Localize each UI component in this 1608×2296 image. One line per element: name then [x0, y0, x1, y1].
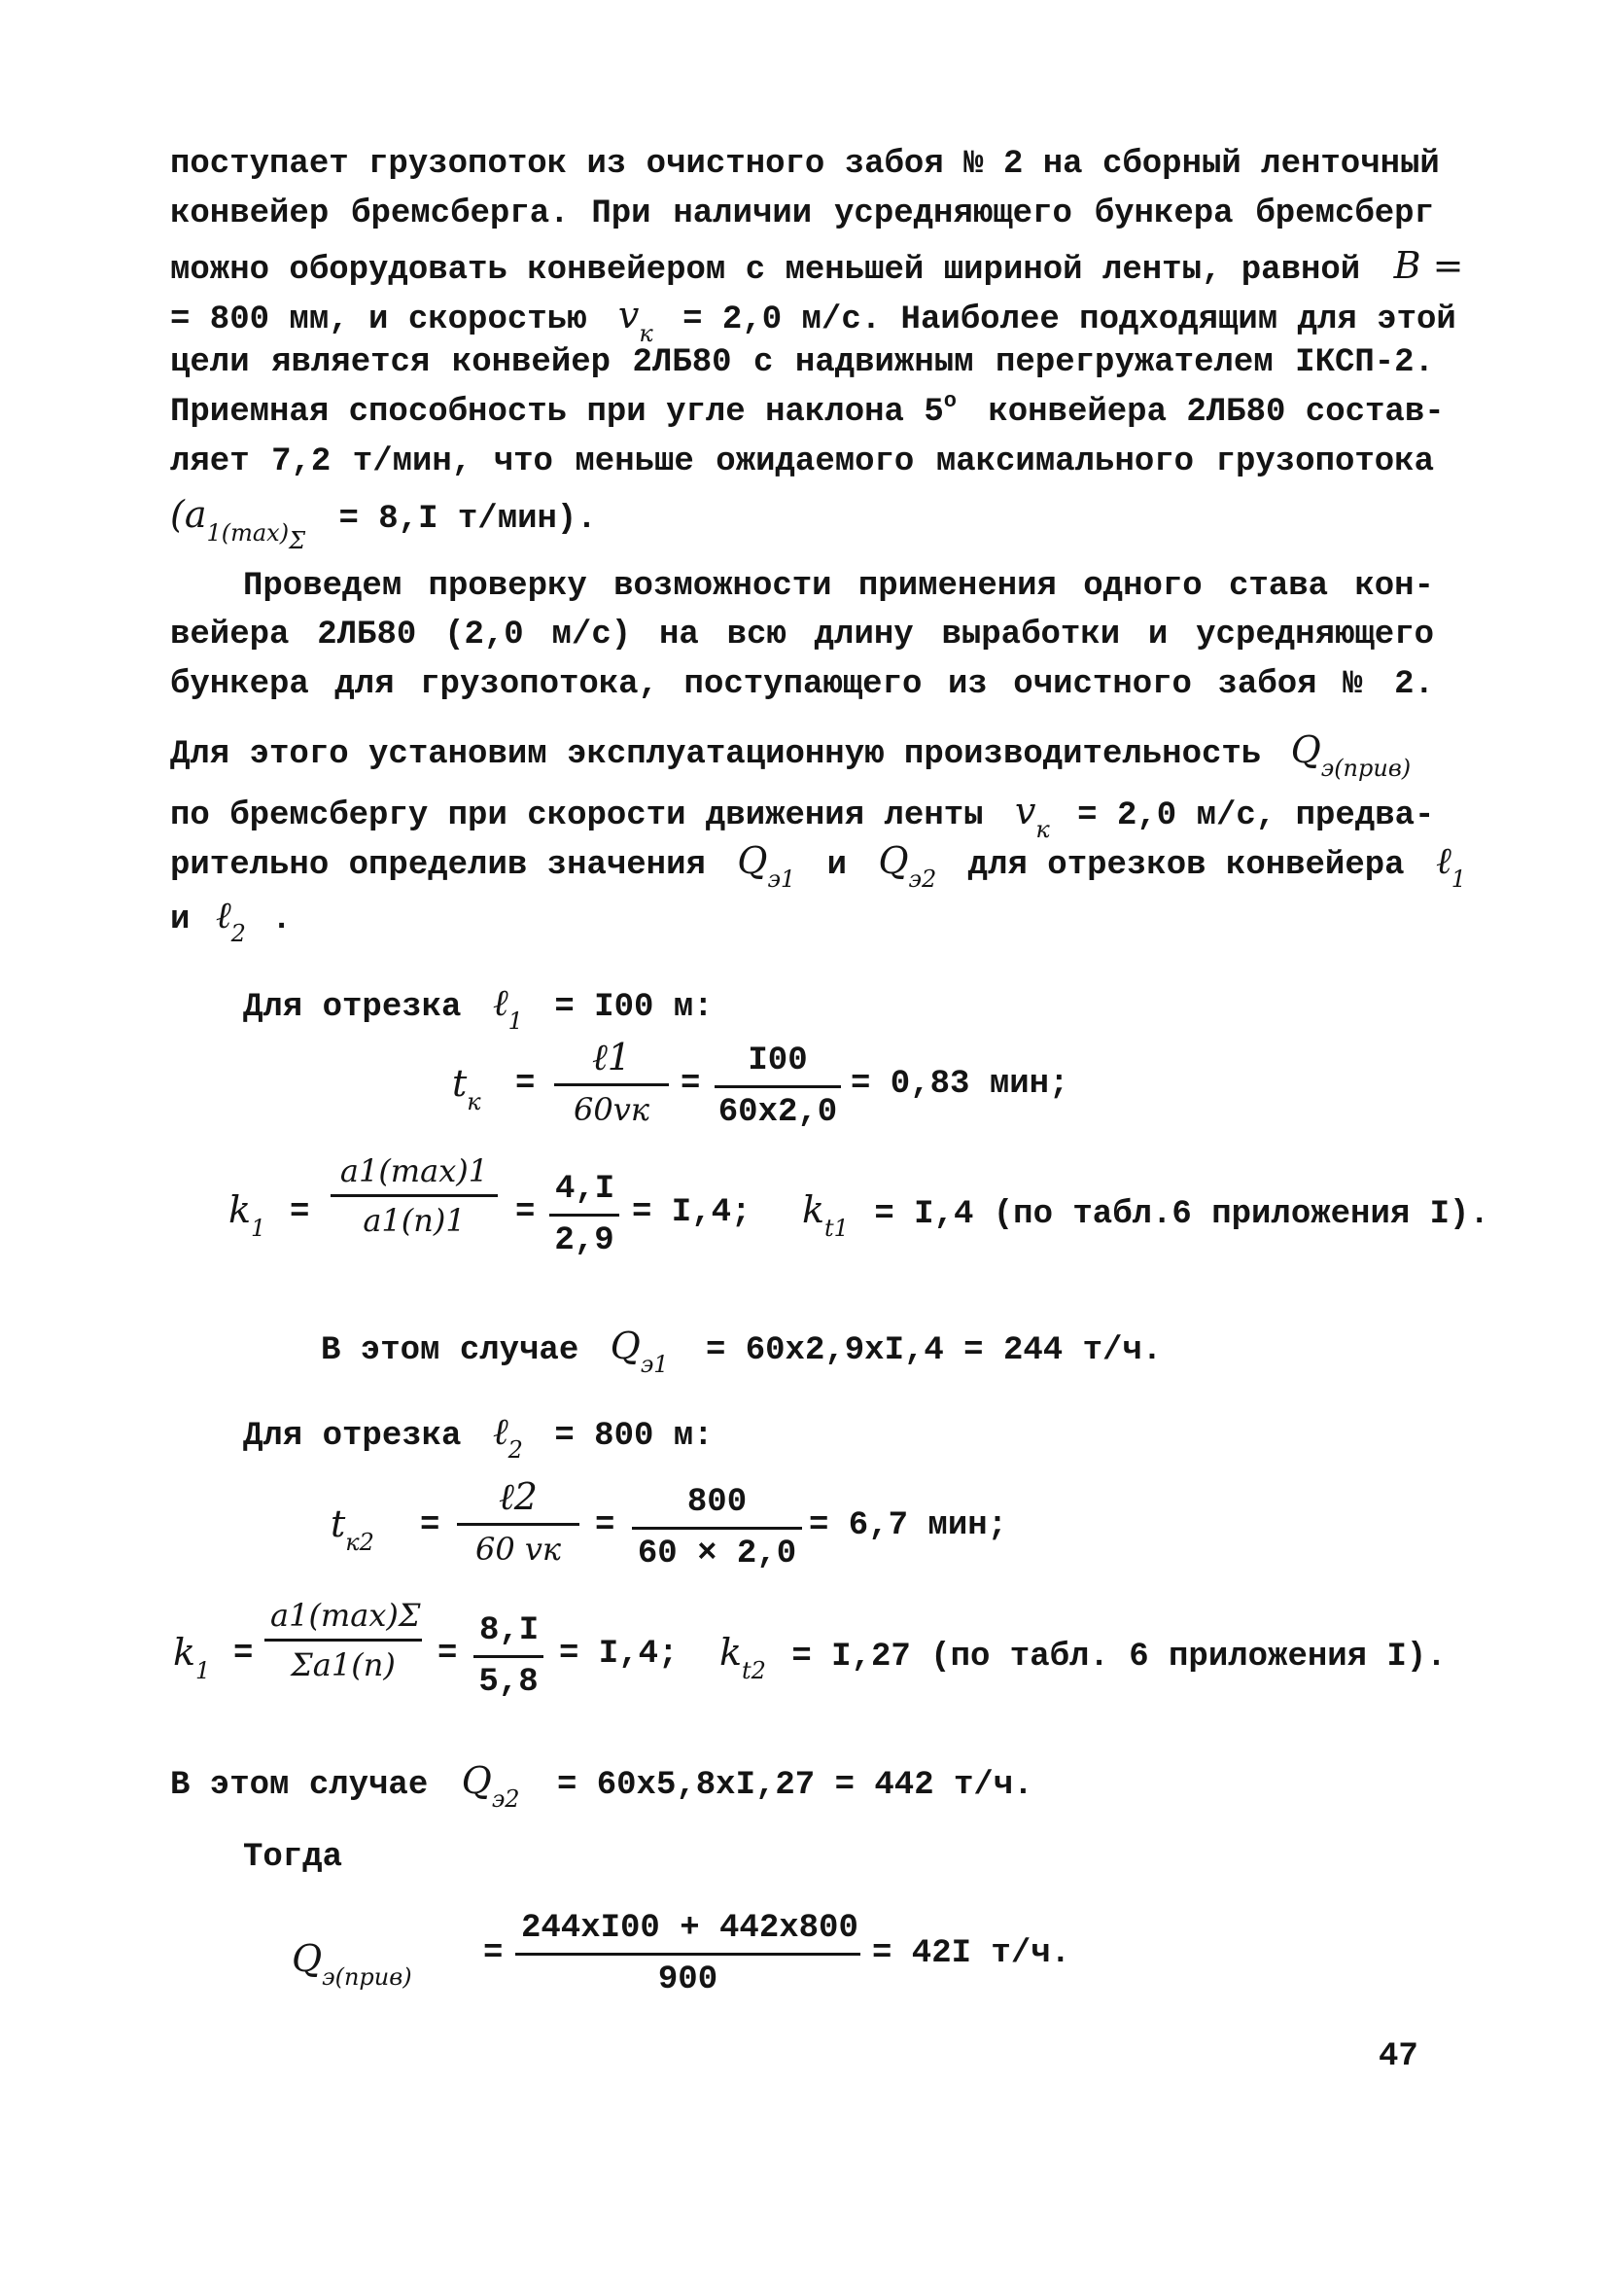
- seg1-heading: [243, 981, 714, 1035]
- symbol-a-max-sub: 1(max): [206, 519, 290, 547]
- seg1-case-text: В этом случае: [321, 1332, 579, 1369]
- seg1-kt-sub: t1: [824, 1215, 849, 1242]
- seg1-t-fraction-2: [715, 1044, 841, 1129]
- p2-line-7-and: и: [170, 901, 191, 938]
- conclusion-fraction: [515, 1912, 860, 1996]
- seg2-k-f2-num: 8,I: [473, 1614, 543, 1658]
- p2-line-6-text-b: для отрезков конвейера: [967, 847, 1405, 884]
- p2-line-6: [170, 839, 1467, 893]
- seg2-heading-sub: 2: [507, 1436, 523, 1464]
- seg1-k-result: = I,4;: [632, 1194, 752, 1231]
- seg1-k-fraction-1: [331, 1152, 498, 1239]
- seg1-t-f1-den: 60vк: [574, 1091, 649, 1128]
- seg2-kt-sub: t2: [742, 1657, 766, 1684]
- seg1-t-f2-den: 60х2,0: [717, 1094, 838, 1131]
- p2-line-4: [170, 728, 1412, 782]
- seg2-kt: [719, 1631, 1447, 1684]
- p2-line-5-text-a: по бремсбергу при скорости движения ленты: [170, 797, 984, 834]
- seg2-t-f1-den: 60 vк: [474, 1531, 562, 1568]
- seg2-t-f2-den: 60 × 2,0: [637, 1536, 797, 1572]
- seg1-heading-value: = I00 м:: [554, 989, 714, 1026]
- symbol-l2: ℓ: [215, 894, 231, 936]
- seg2-heading-text: Для отрезка: [243, 1418, 462, 1455]
- seg2-case: [170, 1759, 1033, 1813]
- p1-line-4-text-a: = 800 мм, и скоростью: [170, 301, 587, 338]
- seg1-k-f1-num: a1(max)1: [331, 1155, 498, 1197]
- seg2-t-eq: =: [420, 1507, 440, 1544]
- conclusion-denominator: 900: [657, 1961, 718, 1998]
- page-number: 47: [1379, 2038, 1418, 2075]
- p2-line-6-and: и: [826, 847, 847, 884]
- seg2-case-value: = 60х5,8хI,27 = 442 т/ч.: [556, 1767, 1033, 1804]
- seg1-case-sub: э1: [640, 1351, 669, 1378]
- seg1-t-lhs: [452, 1062, 481, 1115]
- p1-line-3: [170, 244, 1464, 289]
- seg2-k-f1-num: a1(max)Σ: [264, 1600, 422, 1642]
- p1-line-4: [170, 294, 1456, 347]
- conclusion-result: = 42I т/ч.: [872, 1935, 1071, 1972]
- p1-line-8: [170, 493, 597, 554]
- seg1-t-sub: к: [467, 1088, 481, 1115]
- seg2-kt-symbol: k: [719, 1631, 743, 1674]
- symbol-a-max-sub2: Σ: [289, 527, 306, 554]
- p2-line-4-text: Для этого установим эксплуатационную производительность: [170, 736, 1262, 773]
- seg1-case-value: = 60х2,9хI,4 = 244 т/ч.: [705, 1332, 1163, 1369]
- seg1-t-result: = 0,83 мин;: [851, 1066, 1069, 1103]
- seg2-t-lhs: [331, 1502, 374, 1556]
- symbol-l2-sub: 2: [230, 920, 246, 947]
- seg2-t-result: = 6,7 мин;: [809, 1507, 1008, 1544]
- seg1-t-fraction-1: [554, 1036, 669, 1128]
- seg2-t-fraction-2: [632, 1486, 802, 1571]
- symbol-q-priv: Q: [1290, 728, 1321, 771]
- seg1-k-f1-den: a1(n)1: [363, 1202, 466, 1239]
- seg1-k-f2-num: 4,I: [549, 1173, 619, 1217]
- seg2-t-f2-num: 800: [632, 1486, 802, 1530]
- seg2-case-symbol: Q: [461, 1759, 492, 1802]
- seg2-k-lhs: [173, 1631, 211, 1684]
- p1-line-6: [170, 389, 1445, 431]
- p1-line-7: ляет 7,2 т/мин, что меньше ожидаемого максимального грузопотока: [170, 443, 1434, 480]
- seg2-k-eq: =: [233, 1636, 254, 1673]
- symbol-v-sub: к: [1035, 816, 1050, 843]
- seg2-k-f1-den: Σa1(n): [291, 1646, 396, 1683]
- seg1-t-symbol: t: [452, 1062, 468, 1105]
- seg1-heading-text: Для отрезка: [243, 989, 462, 1026]
- seg2-k-result: = I,4;: [559, 1636, 679, 1673]
- seg2-k-symbol: k: [173, 1631, 196, 1674]
- p2-line-2: вейера 2ЛБ80 (2,0 м/с) на всю длину выработки и усредняющего: [170, 617, 1434, 653]
- seg1-k-symbol: k: [228, 1188, 252, 1231]
- seg1-t-eq2: =: [681, 1066, 701, 1103]
- conclusion-numerator: 244хI00 + 442х800: [515, 1912, 860, 1956]
- symbol-q1: Q: [737, 839, 768, 882]
- p1-line-4-text-b: = 2,0 м/с. Наиболее подходящим для этой: [682, 301, 1456, 338]
- conclusion-lhs: [292, 1937, 412, 1991]
- seg2-heading-value: = 800 м:: [554, 1418, 714, 1455]
- seg2-kt-value: = I,27 (по табл. 6 приложения I).: [791, 1639, 1447, 1676]
- seg1-k-f2-den: 2,9: [554, 1222, 614, 1259]
- seg1-k-eq: =: [290, 1194, 310, 1231]
- seg1-t-f2-num: I00: [715, 1044, 841, 1088]
- p2-line-1: Проведем проверку возможности применения одного става кон-: [243, 568, 1434, 605]
- symbol-vk: v: [617, 294, 640, 336]
- p2-line-3: бункера для грузопотока, поступающего из очистного забоя № 2.: [170, 666, 1434, 703]
- seg2-k-fraction-1: [264, 1597, 422, 1683]
- p1-line-1: поступает грузопоток из очистного забоя № 2 на сборный ленточный: [170, 146, 1440, 183]
- seg2-heading: [243, 1410, 714, 1464]
- seg2-k-sub: 1: [195, 1657, 211, 1684]
- seg1-heading-sub: 1: [507, 1007, 523, 1035]
- seg1-case: [321, 1325, 1163, 1378]
- seg2-case-sub: э2: [491, 1785, 520, 1813]
- seg2-t-fraction-1: [457, 1475, 579, 1568]
- seg1-k-sub: 1: [251, 1215, 266, 1242]
- p1-line-8-text: = 8,I т/мин).: [338, 501, 597, 538]
- p2-line-7: [170, 894, 292, 947]
- p2-line-5: [170, 790, 1435, 843]
- conclusion-eq: =: [483, 1935, 504, 1972]
- seg2-k-eq2: =: [437, 1636, 458, 1673]
- seg2-k-f2-den: 5,8: [478, 1664, 539, 1701]
- p1-line-5: цели является конвейер 2ЛБ80 с надвижным перегружателем IКСП-2.: [170, 344, 1434, 381]
- seg2-t-eq2: =: [595, 1507, 615, 1544]
- conclusion-q-sub: э(прив): [322, 1963, 412, 1991]
- symbol-q-priv-sub: э(прив): [1320, 755, 1412, 782]
- p2-line-6-text-a: рительно определив значения: [170, 847, 706, 884]
- seg1-heading-symbol: ℓ: [492, 981, 508, 1024]
- seg1-t-eq: =: [515, 1066, 536, 1103]
- symbol-q2-sub: э2: [908, 865, 937, 893]
- symbol-q1-sub: э1: [767, 865, 796, 893]
- p2-line-7-period: .: [271, 901, 292, 938]
- symbol-vk-sub: к: [639, 320, 653, 347]
- symbol-a-max: (a: [170, 493, 207, 536]
- seg2-k-fraction-2: [473, 1614, 543, 1699]
- seg1-k-lhs: [228, 1188, 266, 1242]
- seg1-t-f1-num: ℓ1: [554, 1039, 669, 1086]
- seg1-kt-value: = I,4 (по табл.6 приложения I).: [874, 1196, 1489, 1233]
- seg2-t-symbol: t: [331, 1502, 346, 1545]
- seg2-t-f1-num: ℓ2: [457, 1478, 579, 1526]
- symbol-q2: Q: [878, 839, 909, 882]
- degree-mark: о: [943, 389, 957, 413]
- seg1-case-symbol: Q: [610, 1325, 641, 1367]
- conclusion-q-symbol: Q: [292, 1937, 323, 1980]
- p1-line-6-text-b: конвейера 2ЛБ80 состав-: [988, 394, 1445, 431]
- seg2-t-sub: к2: [345, 1529, 374, 1556]
- seg1-kt: [802, 1188, 1489, 1242]
- p1-line-6-text-a: Приемная способность при угле наклона 5: [170, 394, 944, 431]
- p1-line-2: конвейер бремсберга. При наличии усредняющего бункера бремсберг: [170, 195, 1434, 232]
- seg1-k-fraction-2: [549, 1173, 619, 1257]
- conclusion-word: Тогда: [243, 1839, 343, 1876]
- seg1-k-eq2: =: [515, 1194, 536, 1231]
- symbol-l1: ℓ: [1435, 839, 1451, 882]
- symbol-l1-sub: 1: [1451, 865, 1467, 893]
- symbol-b: B =: [1393, 244, 1464, 287]
- p2-line-5-text-b: = 2,0 м/с, предва-: [1077, 797, 1435, 834]
- p1-line-3-text: можно оборудовать конвейером с меньшей шириной ленты, равной: [170, 252, 1361, 289]
- symbol-v: v: [1014, 790, 1036, 832]
- seg1-kt-symbol: k: [802, 1188, 825, 1231]
- seg2-heading-symbol: ℓ: [492, 1410, 508, 1453]
- seg2-case-text: В этом случае: [170, 1767, 429, 1804]
